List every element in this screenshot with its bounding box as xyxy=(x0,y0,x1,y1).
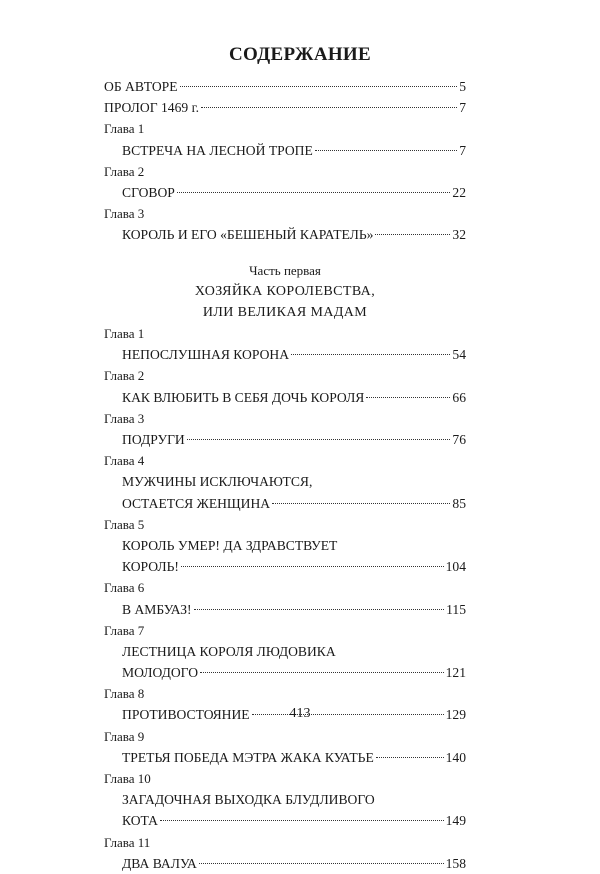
toc-entry xyxy=(104,810,466,831)
toc-page-number: 66 xyxy=(452,389,466,405)
dot-leader xyxy=(201,107,457,108)
toc-page-number: 115 xyxy=(446,601,466,617)
chapter-label: Глава 3 xyxy=(104,410,145,426)
toc-page-number: 158 xyxy=(445,855,466,871)
toc-page-number: 104 xyxy=(445,559,466,575)
toc-page-number: 76 xyxy=(452,432,466,447)
toc-page-number: 22 xyxy=(452,184,466,200)
toc-entry-title: ПРОЛОГ 1469 г. xyxy=(104,100,200,116)
toc-page-number: 121 xyxy=(445,665,466,681)
toc-page-number: 32 xyxy=(452,227,466,243)
chapter-title: НЕПОСЛУШНАЯ КОРОНА xyxy=(122,347,290,363)
dot-leader xyxy=(181,566,444,567)
toc-entry xyxy=(104,662,466,683)
toc-page-number: 129 xyxy=(445,707,466,723)
dot-leader xyxy=(199,863,444,864)
dot-leader xyxy=(376,757,444,758)
toc-entry xyxy=(104,140,466,161)
dot-leader xyxy=(366,397,450,398)
dot-leader xyxy=(272,503,450,504)
toc-entry-title: ОБ АВТОРЕ xyxy=(104,79,178,94)
page-number: 413 xyxy=(289,706,311,721)
dot-leader xyxy=(187,439,451,440)
toc-entry xyxy=(104,429,466,450)
dot-leader xyxy=(291,354,450,355)
toc-entry xyxy=(104,493,466,514)
dot-leader xyxy=(200,672,444,673)
chapter-title-line: МУЖЧИНЫ ИСКЛЮЧАЮТСЯ, xyxy=(122,474,313,490)
chapter-title: КОРОЛЬ! xyxy=(122,559,179,575)
chapter-title: КАК ВЛЮБИТЬ В СЕБЯ ДОЧЬ КОРОЛЯ xyxy=(122,389,365,405)
page-title: СОДЕРЖАНИЕ xyxy=(229,44,371,65)
part-label: Часть первая xyxy=(249,262,321,278)
chapter-title: ДВА ВАЛУА xyxy=(122,855,197,871)
toc-entry xyxy=(104,599,466,620)
chapter-title: КОТА xyxy=(122,813,158,829)
chapter-title: ВСТРЕЧА НА ЛЕСНОЙ ТРОПЕ xyxy=(122,142,313,158)
chapter-label: Глава 3 xyxy=(104,206,145,222)
chapter-label: Глава 1 xyxy=(104,326,145,342)
toc-page-number: 7 xyxy=(459,142,466,158)
chapter-label: Глава 1 xyxy=(104,121,145,137)
chapter-title: СГОВОР xyxy=(122,184,175,200)
toc-entry xyxy=(104,853,466,874)
table-of-contents xyxy=(104,76,466,874)
toc-page-number: 7 xyxy=(459,100,466,116)
chapter-label: Глава 9 xyxy=(104,728,145,744)
toc-entry xyxy=(104,556,466,577)
toc-entry xyxy=(104,344,466,365)
chapter-title-line: ЛЕСТНИЦА КОРОЛЯ ЛЮДОВИКА xyxy=(122,643,336,659)
dot-leader xyxy=(180,86,458,87)
toc-page-number: 85 xyxy=(452,495,466,511)
toc-entry xyxy=(104,387,466,408)
toc-page-number: 149 xyxy=(445,813,466,829)
chapter-label: Глава 8 xyxy=(104,686,145,702)
toc-page-number: 54 xyxy=(452,347,466,363)
chapter-label: Глава 6 xyxy=(104,580,145,596)
chapter-label: Глава 5 xyxy=(104,516,145,532)
toc-page-number: 140 xyxy=(445,749,466,765)
chapter-label: Глава 2 xyxy=(104,163,145,179)
chapter-label: Глава 7 xyxy=(104,622,145,638)
dot-leader xyxy=(160,820,444,821)
chapter-title: ПРОТИВОСТОЯНИЕ xyxy=(122,707,250,723)
chapter-title-line: ЗАГАДОЧНАЯ ВЫХОДКА БЛУДЛИВОГО xyxy=(122,792,375,808)
toc-entry xyxy=(104,182,466,203)
dot-leader xyxy=(194,609,445,610)
chapter-title: ОСТАЕТСЯ ЖЕНЩИНА xyxy=(122,495,271,511)
toc-entry-prologue xyxy=(104,97,466,118)
toc-entry-author xyxy=(104,76,466,97)
dot-leader xyxy=(177,192,451,193)
part-title-line-2: ИЛИ ВЕЛИКАЯ МАДАМ xyxy=(202,304,368,320)
chapter-label: Глава 10 xyxy=(104,771,151,786)
chapter-title-line: КОРОЛЬ УМЕР! ДА ЗДРАВСТВУЕТ xyxy=(122,537,338,553)
chapter-title: ТРЕТЬЯ ПОБЕДА МЭТРА ЖАКА КУАТЬЕ xyxy=(122,749,374,765)
chapter-title: В АМБУАЗ! xyxy=(122,601,192,617)
dot-leader xyxy=(315,150,457,151)
chapter-title: МОЛОДОГО xyxy=(122,665,199,681)
chapter-list xyxy=(104,323,466,874)
toc-page-number: 5 xyxy=(459,79,466,94)
chapter-label: Глава 4 xyxy=(104,453,145,469)
toc-entry xyxy=(104,224,466,245)
part-title-line-1: ХОЗЯЙКА КОРОЛЕВСТВА, xyxy=(194,283,376,299)
dot-leader xyxy=(375,234,450,235)
chapter-title: ПОДРУГИ xyxy=(122,432,185,447)
chapter-label: Глава 2 xyxy=(104,368,145,384)
chapter-title: КОРОЛЬ И ЕГО «БЕШЕНЫЙ КАРАТЕЛЬ» xyxy=(122,227,374,243)
chapter-label: Глава 11 xyxy=(104,834,151,850)
